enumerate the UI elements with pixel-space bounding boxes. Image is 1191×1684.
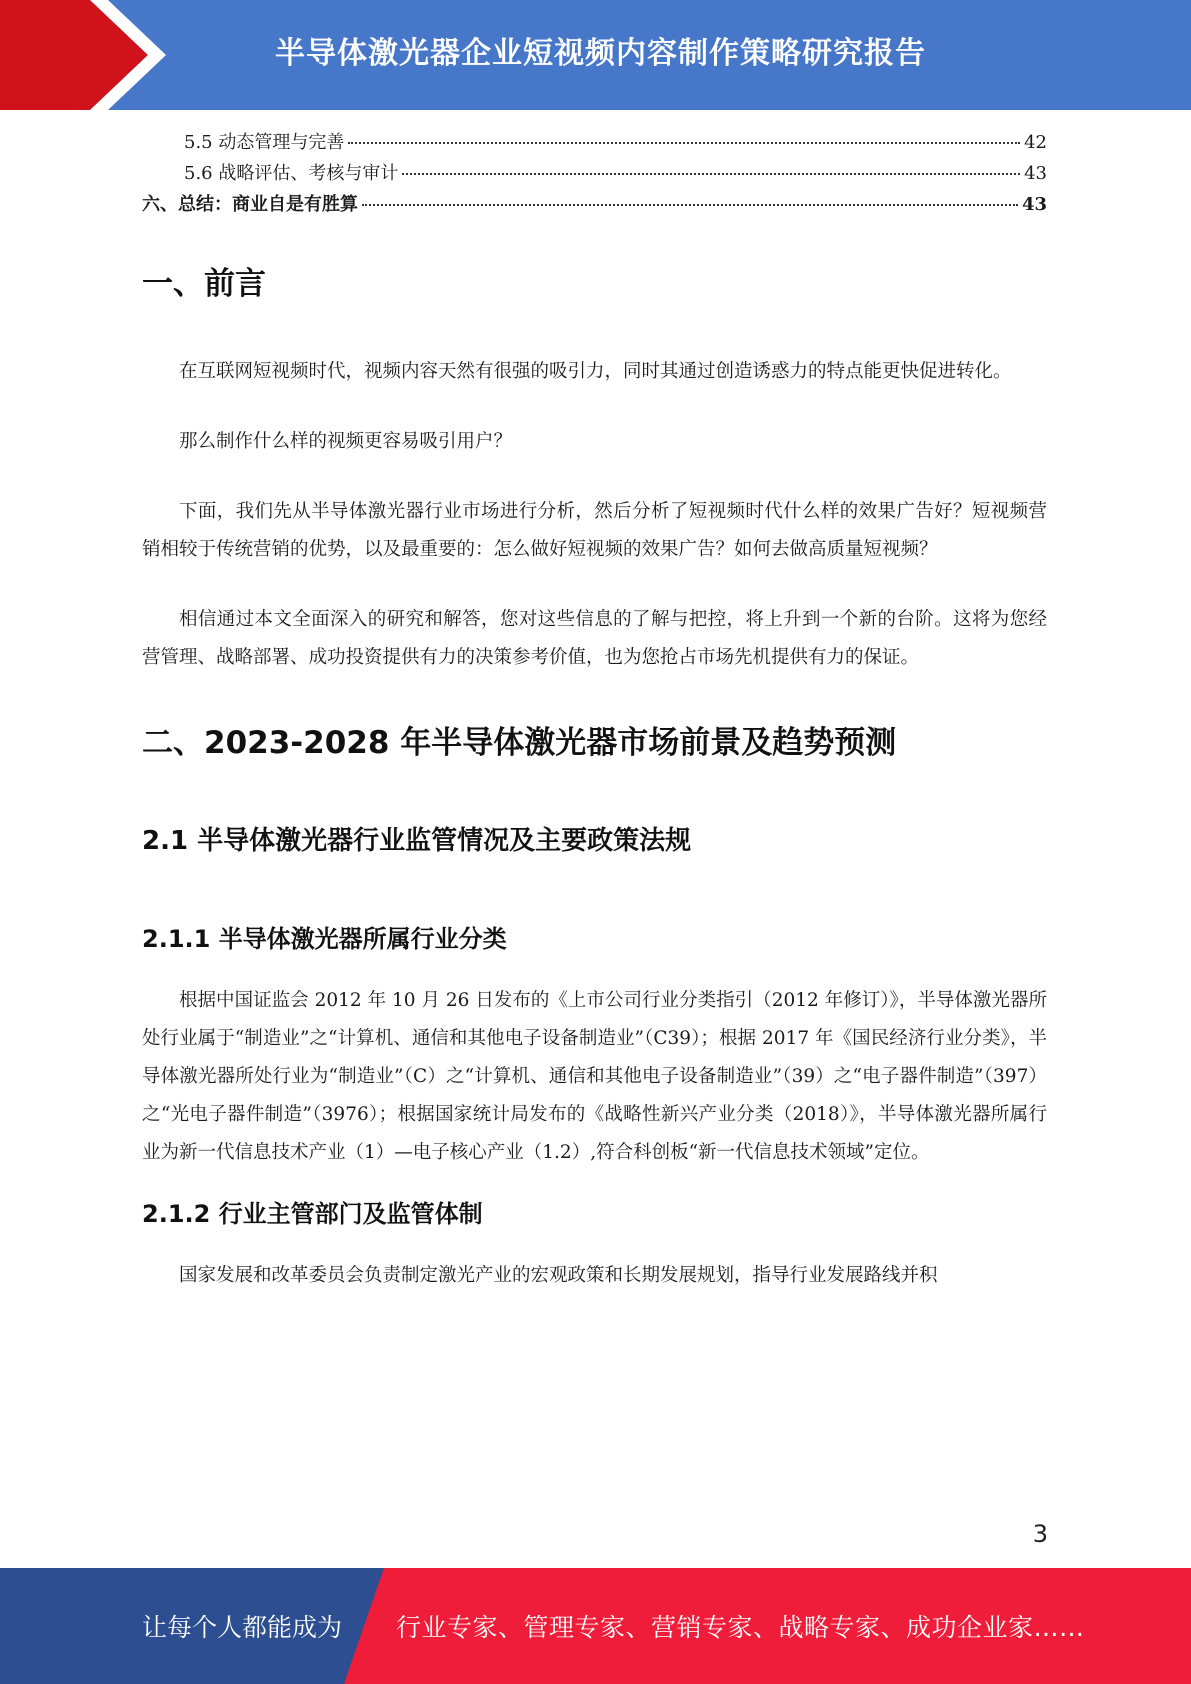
toc-entry[interactable] — [142, 159, 1047, 190]
preface-paragraph: 在互联网短视频时代，视频内容天然有很强的吸引力，同时其通过创造诱惑力的特点能更快促进转化。 — [179, 361, 1012, 382]
toc-entry[interactable] — [142, 128, 1047, 159]
toc-leader-dots — [402, 173, 1020, 175]
table-of-contents — [142, 128, 1047, 221]
toc-entry-page: 43 — [1021, 194, 1047, 215]
toc-entry-label: 5.5 动态管理与完善 — [184, 132, 345, 153]
toc-entry-label: 5.6 战略评估、考核与审计 — [184, 163, 399, 184]
body-paragraph: 国家发展和改革委员会负责制定激光产业的宏观政策和长期发展规划，指导行业发展路线并积 — [179, 1265, 938, 1286]
preface-paragraph: 那么制作什么样的视频更容易吸引用户？ — [179, 431, 513, 452]
section-2-1-2-heading: 2.1.2 行业主管部门及监管体制 — [142, 1200, 483, 1228]
preface-heading: 一、前言 — [142, 266, 266, 302]
body-paragraph: 根据中国证监会 2012 年 10 月 26 日发布的《上市公司行业分类指引（2012 年修订）》，半导体激光器所处行业属于“制造业”之“计算机、通信和其他电子设备制造业”（C39）；根据 2017 年《国民经济行业分类》，半导体激光器所处行业为“制造业”（C）之“计算机、通信和其他电子设备制造业”（39）之“电子器件制造”（397）之“光电子器件制造”（3976）；根据国家统计局发布的《战略性新兴产业分类（2018）》，半导体激光器所属行业为新一代信息技术产业（1）—电子核心产业（1.2）,符合科创板“新一代信息技术领域”定位。 — [142, 990, 1047, 1163]
footer-slogan-right: 行业专家、管理专家、营销专家、战略专家、成功企业家…… — [396, 1613, 1085, 1642]
document-body — [142, 258, 1047, 1295]
toc-entry[interactable] — [142, 190, 1047, 221]
section-2-1-1-heading: 2.1.1 半导体激光器所属行业分类 — [142, 925, 507, 953]
page-footer — [0, 1568, 1191, 1684]
toc-entry-page: 42 — [1024, 132, 1047, 153]
toc-entry-page: 43 — [1024, 163, 1047, 184]
header-title: 半导体激光器企业短视频内容制作策略研究报告 — [275, 36, 926, 71]
page-number: 3 — [1032, 1520, 1048, 1548]
preface-paragraph: 相信通过本文全面深入的研究和解答，您对这些信息的了解与把控，将上升到一个新的台阶。这将为您经营管理、战略部署、成功投资提供有力的决策参考价值，也为您抢占市场先机提供有力的保证。 — [142, 609, 1047, 668]
footer-slogan-left: 让每个人都能成为 — [142, 1613, 343, 1642]
toc-leader-dots — [362, 204, 1018, 206]
toc-entry-label: 六、总结：商业自是有胜算 — [142, 194, 358, 215]
preface-paragraph: 下面，我们先从半导体激光器行业市场进行分析，然后分析了短视频时代什么样的效果广告好？短视频营销相较于传统营销的优势，以及最重要的：怎么做好短视频的效果广告？如何去做高质量短视频？ — [142, 501, 1047, 560]
section-2-1-heading: 2.1 半导体激光器行业监管情况及主要政策法规 — [142, 826, 692, 856]
page-header — [0, 0, 1191, 110]
chapter-2-heading: 二、2023-2028 年半导体激光器市场前景及趋势预测 — [142, 725, 897, 761]
toc-leader-dots — [348, 142, 1020, 144]
